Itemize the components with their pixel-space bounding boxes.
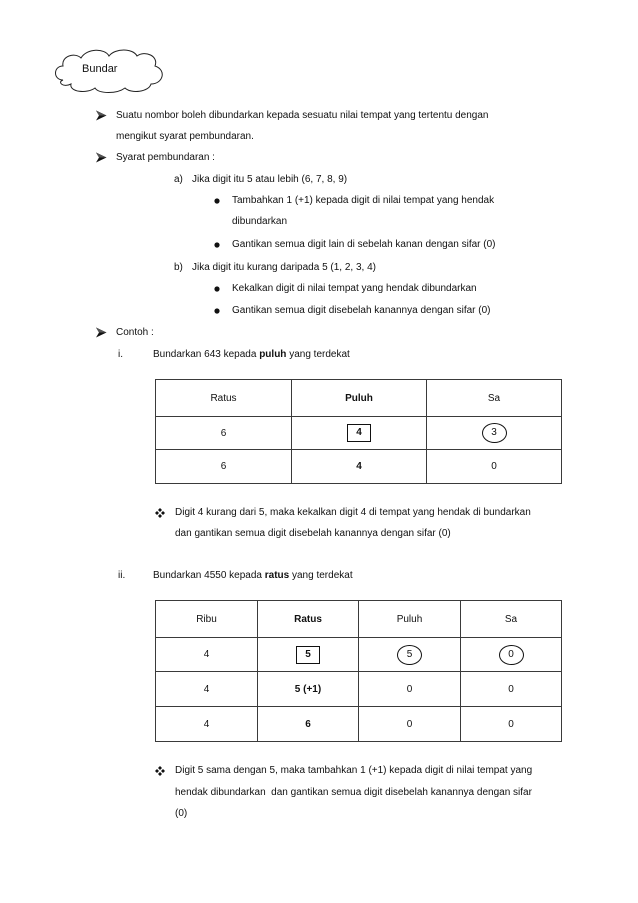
table-cell: 4 <box>156 707 258 742</box>
table-cell: 5 (+1) <box>258 672 359 707</box>
condition-b-step-2: Gantikan semua digit disebelah kanannya dengan sifar (0) <box>232 305 491 316</box>
example-2-explanation-line-1: Digit 5 sama dengan 5, maka tambahkan 1 (+1) kepada digit di nilai tempat yang <box>175 765 533 776</box>
condition-b-step-1: Kekalkan digit di nilai tempat yang hendak dibundarkan <box>232 283 477 294</box>
example-2-prompt <box>153 570 353 582</box>
table-header-row <box>156 601 562 638</box>
table-header-cell: Ratus <box>258 601 359 638</box>
table-row <box>156 638 562 672</box>
example-1-explanation-line-1: Digit 4 kurang dari 5, maka kekalkan digit 4 di tempat yang hendak di bundarkan <box>175 507 531 518</box>
example-1-prompt <box>153 349 350 361</box>
table-header-cell: Sa <box>461 601 562 638</box>
table-row <box>156 707 562 742</box>
table-cell: 0 <box>461 707 562 742</box>
boxed-digit: 4 <box>347 424 371 442</box>
table-cell: 4 <box>292 450 427 484</box>
condition-a-marker: a) <box>174 174 183 185</box>
circled-digit: 3 <box>482 423 507 443</box>
table-cell: 0 <box>427 450 562 484</box>
arrow-bullet-icon <box>96 327 107 338</box>
condition-a-step-2: Gantikan semua digit lain di sebelah kanan dengan sifar (0) <box>232 239 496 250</box>
table-cell: 6 <box>156 450 292 484</box>
dot-bullet-icon <box>214 308 220 314</box>
example-2-explanation-line-3: (0) <box>175 808 188 819</box>
example-2-explanation-line-2: hendak dibundarkan dan gantikan semua digit disebelah kanannya dengan sifar <box>175 787 532 798</box>
example-1-prompt-start: Bundarkan 643 kepada <box>153 349 260 360</box>
table-cell <box>461 638 562 672</box>
example-1-marker: i. <box>118 349 123 360</box>
table-header-cell: Ribu <box>156 601 258 638</box>
table-cell: 0 <box>461 672 562 707</box>
example-2-prompt-place: ratus <box>264 570 290 581</box>
diamond-bullet-icon <box>155 508 165 518</box>
example-1-prompt-place: puluh <box>259 349 287 360</box>
conditions-heading: Syarat pembundaran : <box>116 152 215 163</box>
example-2-table <box>155 600 562 742</box>
examples-heading: Contoh : <box>116 327 154 338</box>
definition-line-2: mengikut syarat pembundaran. <box>116 131 254 142</box>
heading-title: Bundar <box>82 63 118 75</box>
circled-digit: 5 <box>397 645 422 665</box>
table-header-row <box>156 380 562 417</box>
table-row <box>156 672 562 707</box>
condition-b-text: Jika digit itu kurang daripada 5 (1, 2, 3, 4) <box>192 262 376 273</box>
table-cell: 4 <box>156 672 258 707</box>
table-header-cell: Sa <box>427 380 562 417</box>
table-cell <box>292 417 427 450</box>
arrow-bullet-icon <box>96 110 107 121</box>
example-2-prompt-end: yang terdekat <box>289 570 353 581</box>
circled-digit: 0 <box>499 645 524 665</box>
table-cell <box>427 417 562 450</box>
table-cell: 6 <box>156 417 292 450</box>
boxed-digit: 5 <box>296 646 320 664</box>
condition-a-step-1-line-2: dibundarkan <box>232 216 288 227</box>
table-cell <box>359 638 461 672</box>
condition-a-step-1-line-1: Tambahkan 1 (+1) kepada digit di nilai tempat yang hendak <box>232 195 495 206</box>
example-1-table <box>155 379 562 484</box>
example-2-prompt-start: Bundarkan 4550 kepada <box>153 570 265 581</box>
table-cell <box>258 638 359 672</box>
definition-line-1: Suatu nombor boleh dibundarkan kepada sesuatu nilai tempat yang tertentu dengan <box>116 110 489 121</box>
diamond-bullet-icon <box>155 766 165 776</box>
example-1-explanation-line-2: dan gantikan semua digit disebelah kanannya dengan sifar (0) <box>175 528 451 539</box>
example-2-marker: ii. <box>118 570 126 581</box>
table-header-cell: Puluh <box>359 601 461 638</box>
arrow-bullet-icon <box>96 152 107 163</box>
condition-a-text: Jika digit itu 5 atau lebih (6, 7, 8, 9) <box>192 174 348 185</box>
table-header-cell: Ratus <box>156 380 292 417</box>
table-cell: 4 <box>156 638 258 672</box>
condition-b-marker: b) <box>174 262 183 273</box>
table-cell: 6 <box>258 707 359 742</box>
table-row <box>156 450 562 484</box>
table-cell: 0 <box>359 672 461 707</box>
dot-bullet-icon <box>214 198 220 204</box>
dot-bullet-icon <box>214 242 220 248</box>
example-1-prompt-end: yang terdekat <box>286 349 350 360</box>
table-row <box>156 417 562 450</box>
dot-bullet-icon <box>214 286 220 292</box>
table-cell: 0 <box>359 707 461 742</box>
table-header-cell: Puluh <box>292 380 427 417</box>
